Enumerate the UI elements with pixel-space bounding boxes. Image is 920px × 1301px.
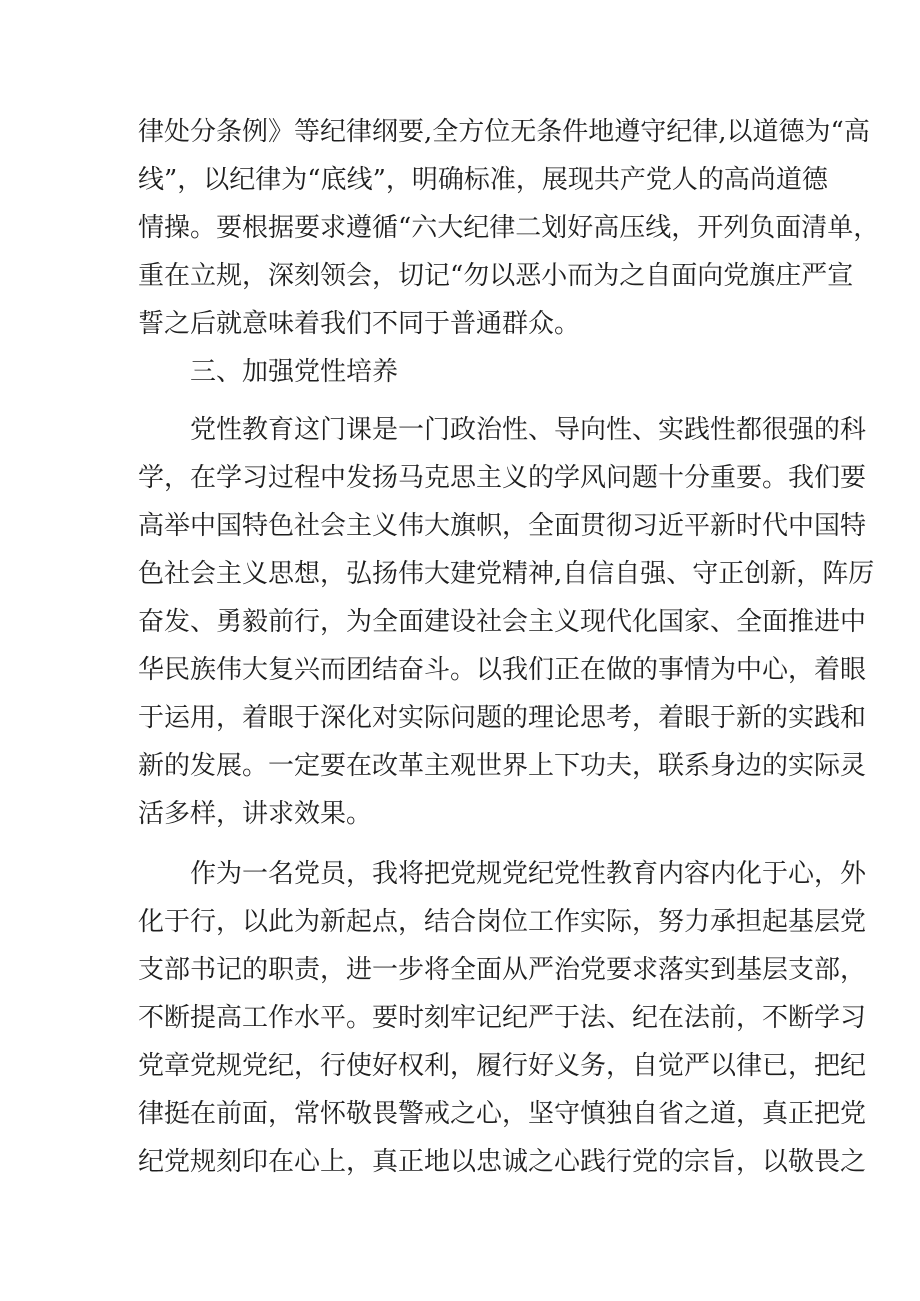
text-line: 活多样，讲求效果。 <box>138 799 373 829</box>
text-line: 学，在学习过程中发扬马克思主义的学风问题十分重要。我们要 <box>138 463 867 493</box>
text-line: 誓之后就意味着我们不同于普通群众。 <box>138 309 581 339</box>
section-heading: 三、加强党性培养 <box>190 357 399 387</box>
text-line: 奋发、勇毅前行，为全面建设社会主义现代化国家、全面推进中 <box>138 607 867 637</box>
text-line: 新的发展。一定要在改革主观世界上下功夫，联系身边的实际灵 <box>138 751 867 781</box>
text-line: 党章党规党纪，行使好权利，履行好义务，自觉严以律已，把纪 <box>138 1051 867 1081</box>
text-line: 律挺在前面，常怀敬畏警戒之心，坚守慎独自省之道，真正把党 <box>138 1099 867 1129</box>
text-line: 作为一名党员，我将把党规党纪党性教育内容内化于心，外 <box>190 859 867 889</box>
text-line: 高举中国特色社会主义伟大旗帜，全面贯彻习近平新时代中国特 <box>138 511 867 541</box>
text-line: 色社会主义思想，弘扬伟大建党精神,自信自强、守正创新，阵厉 <box>138 559 875 589</box>
text-line: 于运用，着眼于深化对实际问题的理论思考，着眼于新的实践和 <box>138 703 867 733</box>
text-line: 纪党规刻印在心上，真正地以忠诚之心践行党的宗旨，以敬畏之 <box>138 1147 867 1177</box>
text-line: 华民族伟大复兴而团结奋斗。以我们正在做的事情为中心，着眼 <box>138 655 867 685</box>
text-line: 线”，以纪律为“底线”，明确标准，展现共产党人的高尚道德 <box>138 165 828 195</box>
text-line: 不断提高工作水平。要时刻牢记纪严于法、纪在法前，不断学习 <box>138 1003 867 1033</box>
text-line: 化于行，以此为新起点，结合岗位工作实际，努力承担起基层党 <box>138 907 867 937</box>
text-line: 律处分条例》等纪律纲要,全方位无条件地遵守纪律,以道德为“高 <box>138 117 870 147</box>
text-line: 党性教育这门课是一门政治性、导向性、实践性都很强的科 <box>190 415 867 445</box>
text-line: 支部书记的职责，进一步将全面从严治党要求落实到基层支部， <box>138 955 867 985</box>
text-line: 情操。要根据要求遵循“六大纪律二划好高压线，开列负面清单， <box>138 213 880 243</box>
document-body <box>138 108 880 1186</box>
text-line: 重在立规，深刻领会，切记“勿以恶小而为之自面向党旗庄严宣 <box>138 261 854 291</box>
